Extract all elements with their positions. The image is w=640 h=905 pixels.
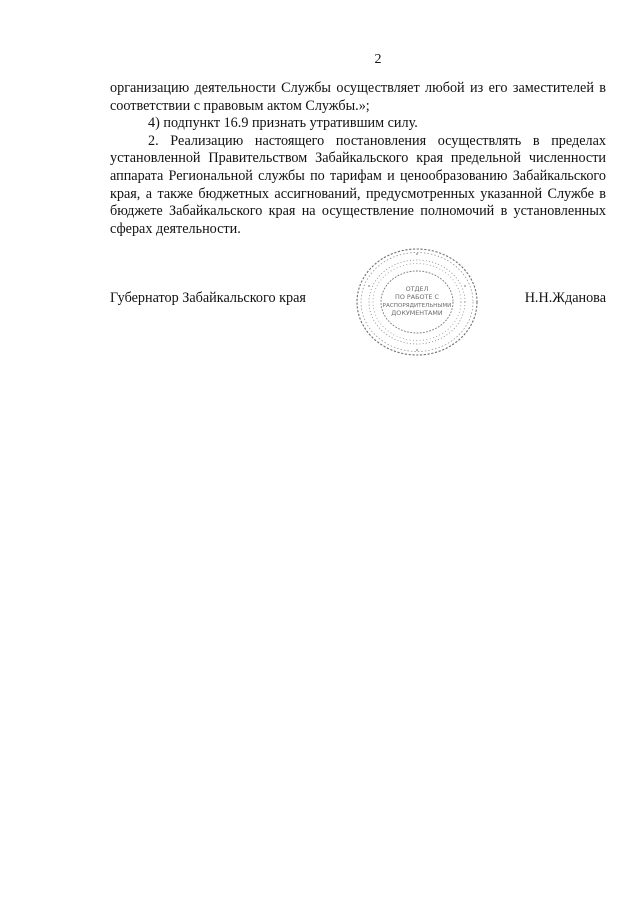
seal-center-line-1: ОТДЕЛ: [405, 285, 429, 293]
signatory-position: Губернатор Забайкальского края: [110, 290, 306, 306]
paragraph-subitem-4: 4) подпункт 16.9 признать утратившим силу.: [148, 115, 418, 132]
signatory-name: Н.Н.Жданова: [524, 290, 606, 306]
seal-center-line-4: ДОКУМЕНТАМИ: [391, 309, 443, 317]
seal-center-line-3: РАСПОРЯДИТЕЛЬНЫМИ: [382, 303, 452, 309]
seal-center-line-2: ПО РАБОТЕ С: [395, 293, 439, 301]
official-seal-stamp: [354, 246, 480, 358]
document-body: [110, 80, 606, 238]
seal-stamp-graphic: [354, 246, 480, 358]
page-number: 2: [374, 52, 382, 67]
paragraph-continuation: организацию деятельности Службы осуществляет любой из его заместителей в соответствии с правовым актом Службы.»;: [110, 80, 606, 114]
paragraph-item-2: 2. Реализацию настоящего постановления осуществлять в пределах установленной Правительством Забайкальского края предельной численности аппарата Региональной службы по тарифам и ценообразованию Забайкальского края, а также бюджетных ассигнований, предусмотренных указанной Службе в бюджете Забайкальского края на осуществление полномочий в установленных сферах деятельности.: [110, 132, 606, 237]
